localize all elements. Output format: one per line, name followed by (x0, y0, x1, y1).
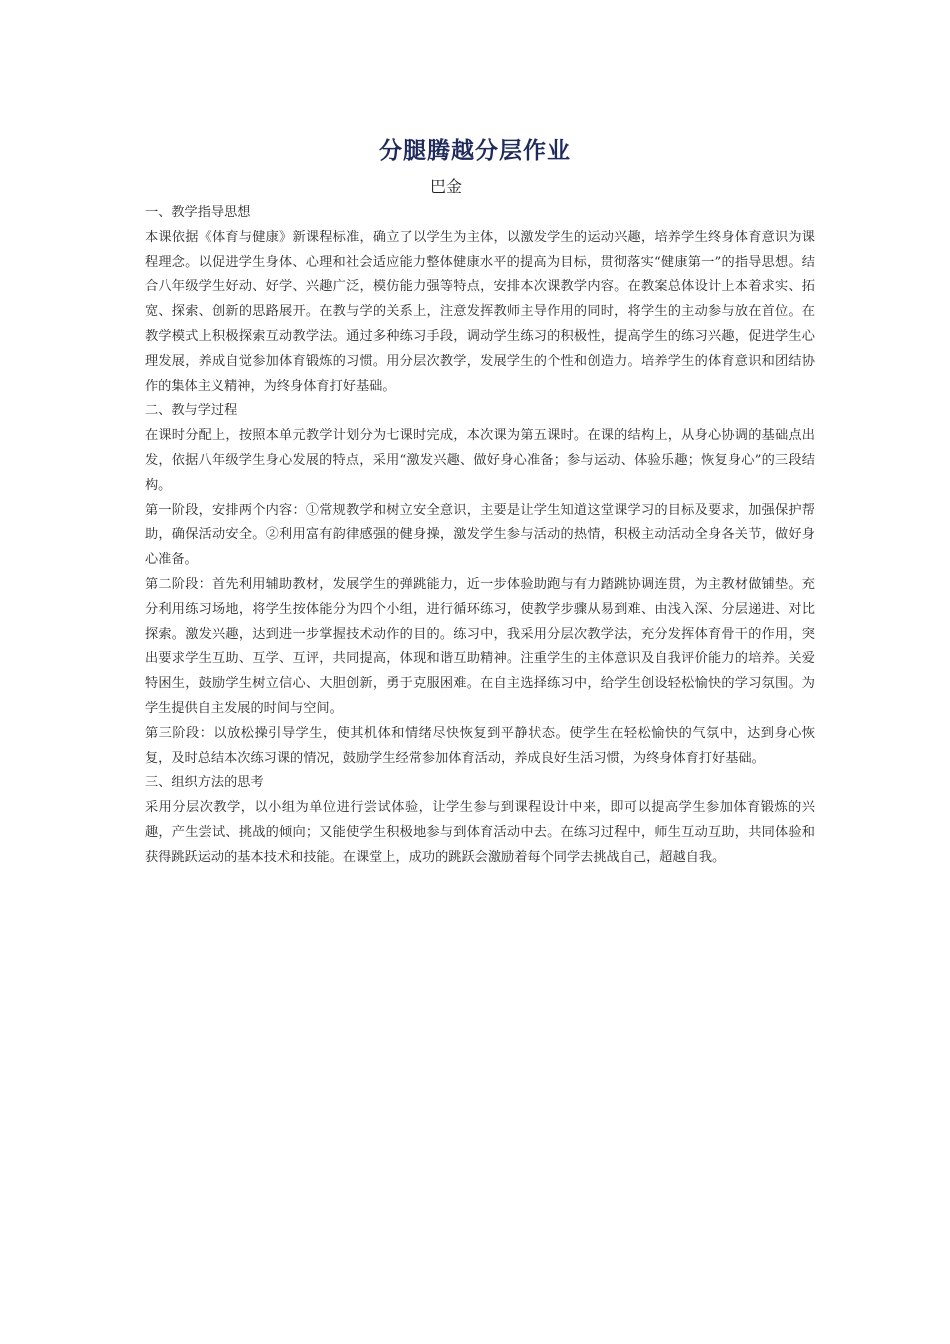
section-heading-teaching-process: 二、教与学过程 (145, 403, 238, 419)
document-body (145, 201, 815, 871)
paragraph-lesson-structure: 在课时分配上，按照本单元教学计划分为七课时完成，本次课为第五课时。在课的结构上，从身心协调的基础点出发，依据八年级学生身心发展的特点，采用“激发兴趣、做好身心准备；参与运动、体验乐趣；恢复身心”的三段结构。 (145, 428, 815, 493)
paragraph-guiding-ideology: 本课依据《体育与健康》新课程标准，确立了以学生为主体，以激发学生的运动兴趣，培养学生终身体育意识为课程理念。以促进学生身体、心理和社会适应能力整体健康水平的提高为目标，贯彻落实“健康第一”的指导思想。结合八年级学生好动、好学、兴趣广泛，模仿能力强等特点，安排本次课教学内容。在教案总体设计上本着求实、拓宽、探索、创新的思路展开。在教与学的关系上，注意发挥教师主导作用的同时，将学生的主动参与放在首位。在教学模式上积极探索互动教学法。通过多种练习手段，调动学生练习的积极性，提高学生的练习兴趣，促进学生心理发展，养成自觉参加体育锻炼的习惯。用分层次教学，发展学生的个性和创造力。培养学生的体育意识和团结协作的集体主义精神，为终身体育打好基础。 (145, 229, 815, 394)
document-author: 巴金 (429, 177, 462, 196)
section-heading-organization-methods: 三、组织方法的思考 (145, 775, 264, 791)
document-title: 分腿腾越分层作业 (379, 138, 571, 164)
paragraph-stage-three: 第三阶段：以放松操引导学生，使其机体和情绪尽快恢复到平静状态。使学生在轻松愉快的气氛中，达到身心恢复，及时总结本次练习课的情况，鼓励学生经常参加体育活动，养成良好生活习惯，为终身体育打好基础。 (145, 725, 815, 766)
paragraph-organization-methods: 采用分层次教学，以小组为单位进行尝试体验，让学生参与到课程设计中来，即可以提高学生参加体育锻炼的兴趣，产生尝试、挑战的倾向；又能使学生积极地参与到体育活动中去。在练习过程中，师生互动互助，共同体验和获得跳跃运动的基本技术和技能。在课堂上，成功的跳跃会激励着每个同学去挑战自己，超越自我。 (145, 800, 815, 865)
paragraph-stage-two: 第二阶段：首先利用辅助教材，发展学生的弹跳能力，近一步体验助跑与有力踏跳协调连贯，为主教材做铺垫。充分利用练习场地，将学生按体能分为四个小组，进行循环练习，使教学步骤从易到难、由浅入深、分层递进、对比探索。激发兴趣，达到进一步掌握技术动作的目的。练习中，我采用分层次教学法，充分发挥体育骨干的作用，突出要求学生互助、互学、互评，共同提高，体现和谐互助精神。注重学生的主体意识及自我评价能力的培养。关爱特困生，鼓励学生树立信心、大胆创新，勇于克服困难。在自主选择练习中，给学生创设轻松愉快的学习氛围。为学生提供自主发展的时间与空间。 (145, 576, 815, 716)
section-heading-guiding-ideology: 一、教学指导思想 (145, 205, 251, 220)
paragraph-stage-one: 第一阶段，安排两个内容：①常规教学和树立安全意识，主要是让学生知道这堂课学习的目标及要求，加强保护帮助，确保活动安全。②利用富有韵律感强的健身操，激发学生参与活动的热情，积极主动活动全身各关节，做好身心准备。 (145, 502, 815, 568)
